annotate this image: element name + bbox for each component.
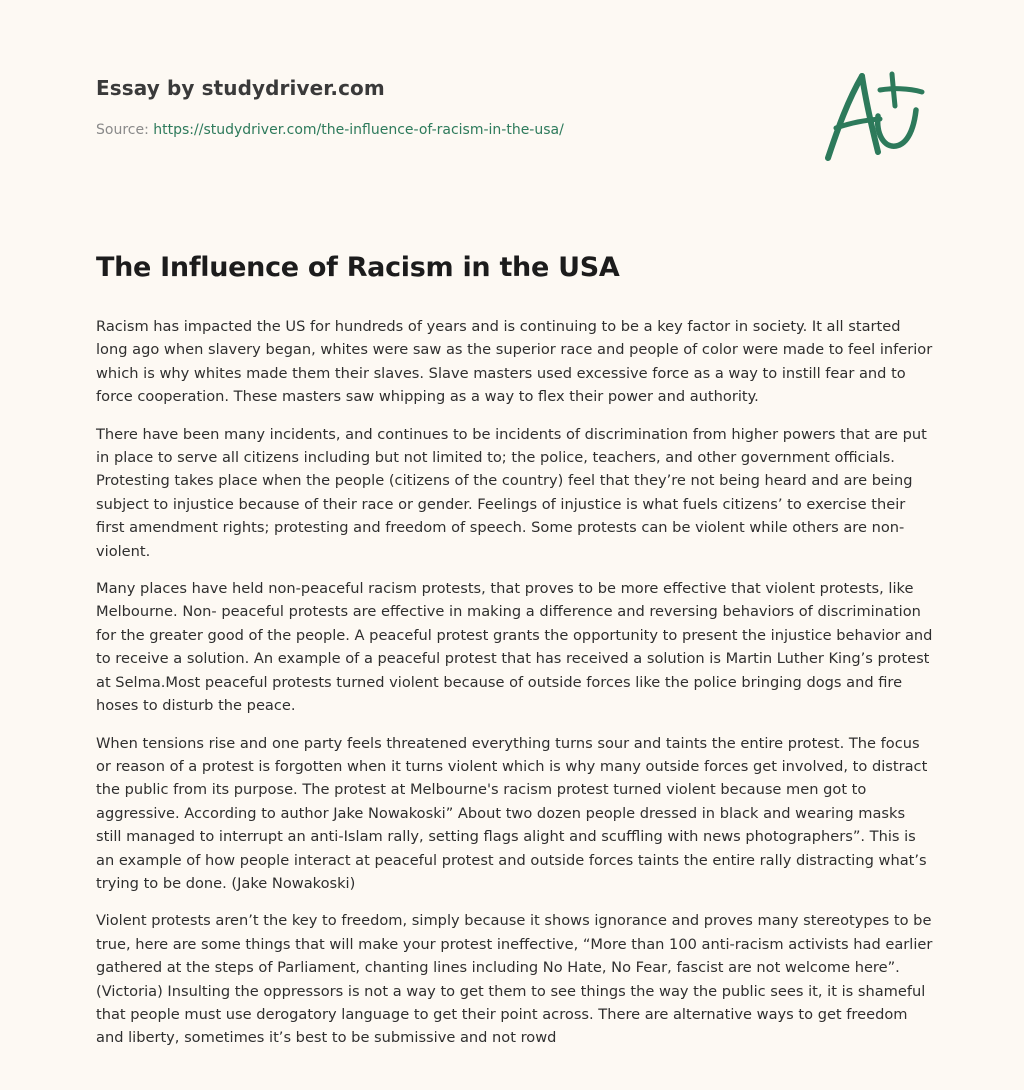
a-plus-grade-icon	[818, 66, 930, 166]
brand-title: Essay by studydriver.com	[96, 76, 385, 100]
article-paragraph: Many places have held non-peaceful racism protests, that proves to be more effective that violent protests, like Melbourne. Non- peaceful protests are effective in making a difference and reversing behaviors of discrimination for the greater good of the people. A peaceful protest grants the opportunity to present the injustice behavior and to receive a solution. An example of a peaceful protest that has received a solution is Martin Luther King’s protest at Selma.Most peaceful protests turned violent because of outside forces like the police bringing dogs and fire hoses to disturb the peace.	[96, 580, 933, 715]
source-label: Source:	[96, 122, 149, 138]
source-link[interactable]: https://studydriver.com/the-influence-of-racism-in-the-usa/	[153, 122, 564, 138]
page-header	[96, 76, 564, 138]
article-paragraph: When tensions rise and one party feels threatened everything turns sour and taints the entire protest. The focus or reason of a protest is forgotten when it turns violent which is why many outside forces get involved, to distract the public from its purpose. The protest at Melbourne's racism protest turned violent because men got to aggressive. According to author Jake Nowakoski” About two dozen people dressed in black and wearing masks still managed to interrupt an anti-Islam rally, setting flags alight and scuffling with news photographers”. This is an example of how people interact at peaceful protest and outside forces taints the entire rally distracting what’s trying to be done. (Jake Nowakoski)	[96, 734, 928, 892]
article-title: The Influence of Racism in the USA	[96, 252, 620, 283]
article-paragraph: There have been many incidents, and continues to be incidents of discrimination from higher powers that are put in place to serve all citizens including but not limited to; the police, teachers, and other government officials. Protesting takes place when the people (citizens of the country) feel that they’re not being heard and are being subject to injustice because of their race or gender. Feelings of injustice is what fuels citizens’ to exercise their first amendment rights; protesting and freedom of speech. Some protests can be violent while others are non-violent.	[96, 425, 927, 560]
article-paragraph: Racism has impacted the US for hundreds of years and is continuing to be a key factor in society. It all started long ago when slavery began, whites were saw as the superior race and people of color were made to feel inferior which is why whites made them their slaves. Slave masters used excessive force as a way to instill fear and to force cooperation. These masters saw whipping as a way to flex their power and authority.	[96, 318, 933, 406]
article-paragraph: Violent protests aren’t the key to freedom, simply because it shows ignorance and proves many stereotypes to be true, here are some things that will make your protest ineffective, “More than 100 anti-racism activists had earlier gathered at the steps of Parliament, chanting lines including No Hate, No Fear, fascist are not welcome here”.(Victoria) Insulting the oppressors is not a way to get them to see things the way the public sees it, it is shameful that people must use derogatory language to get their point across. There are alternative ways to get freedom and liberty, sometimes it’s best to be submissive and not rowd	[96, 912, 933, 1047]
article-body	[96, 315, 934, 1064]
source-line	[96, 122, 564, 138]
